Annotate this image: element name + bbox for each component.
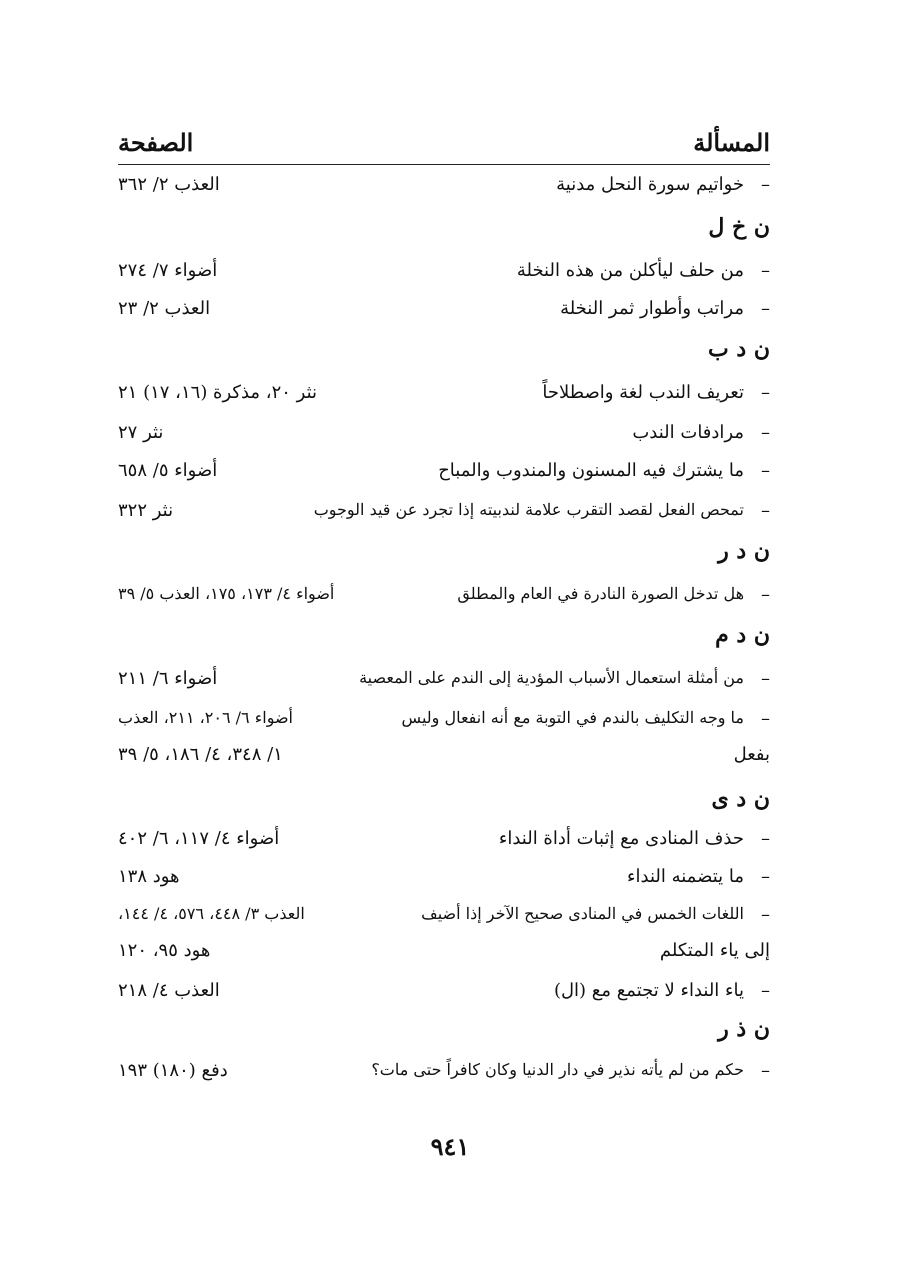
entry-text: اللغات الخمس في المنادى صحيح الآخر إذا أضيف [421, 904, 744, 923]
entry-dash: – [761, 668, 770, 689]
root-heading: ن د ر [718, 538, 770, 564]
entry-reference: العذب ٢/ ٣٦٢ [118, 174, 220, 195]
entry-reference: نثر ٢٠، مذكرة (١٦، ١٧) ٢١ [118, 382, 318, 403]
entry-dash: – [761, 174, 770, 195]
entry-dash: – [761, 584, 770, 605]
page-column-heading: الصفحة [118, 128, 194, 157]
entry-reference: هود ١٣٨ [118, 866, 180, 887]
index-entry [118, 704, 770, 778]
entry-reference: أضواء ٧/ ٢٧٤ [118, 260, 218, 281]
index-entry [118, 580, 770, 614]
entry-text: حذف المنادى مع إثبات أداة النداء [498, 828, 744, 849]
entry-reference: العذب ٢/ ٢٣ [118, 298, 211, 319]
root-heading: ن د ى [711, 786, 770, 812]
entry-reference: دفع (١٨٠) ١٩٣ [118, 1060, 228, 1081]
index-entry [118, 664, 770, 698]
entry-text: تمحص الفعل لقصد التقرب علامة لندبيته إذا تجرد عن قيد الوجوب [313, 500, 744, 519]
index-entry [118, 256, 770, 290]
index-entry [118, 496, 770, 530]
entry-text: من أمثلة استعمال الأسباب المؤدية إلى الندم على المعصية [359, 668, 744, 687]
index-entry [118, 418, 770, 452]
entry-dash: – [761, 866, 770, 887]
entry-text: تعريف الندب لغة واصطلاحاً [542, 382, 744, 403]
entry-reference: نثر ٣٢٢ [118, 500, 174, 521]
entry-dash: – [761, 260, 770, 281]
entry-dash: – [761, 298, 770, 319]
table-header [118, 120, 770, 165]
entry-reference: أضواء ٤/ ١٧٣، ١٧٥، العذب ٥/ ٣٩ [118, 584, 335, 603]
entry-text: خواتيم سورة النحل مدنية [556, 174, 744, 195]
index-entry [118, 976, 770, 1010]
entry-text: مراتب وأطوار ثمر النخلة [560, 298, 744, 319]
entry-dash: – [761, 828, 770, 849]
root-heading: ن د ب [708, 336, 770, 362]
entry-reference: أضواء ٦/ ٢٠٦، ٢١١، العذب [118, 708, 293, 727]
page-number: ٩٤١ [430, 1132, 470, 1161]
index-entry [118, 456, 770, 490]
entry-dash: – [761, 500, 770, 521]
entry-dash: – [761, 708, 770, 729]
entry-text: هل تدخل الصورة النادرة في العام والمطلق [457, 584, 744, 603]
entry-dash: – [761, 980, 770, 1001]
entry-dash: – [761, 1060, 770, 1081]
index-entry [118, 170, 770, 204]
entry-reference: أضواء ٥/ ٦٥٨ [118, 460, 218, 481]
root-heading: ن خ ل [708, 214, 770, 240]
entry-text: ما يشترك فيه المسنون والمندوب والمباح [438, 460, 744, 481]
entry-dash: – [761, 422, 770, 443]
entry-text: من حلف ليأكلن من هذه النخلة [516, 260, 744, 281]
entry-text: ما وجه التكليف بالندم في التوبة مع أنه انفعال وليس [401, 708, 744, 727]
entry-reference-continued: هود ٩٥، ١٢٠ [118, 940, 211, 961]
entry-reference: العذب ٤/ ٢١٨ [118, 980, 220, 1001]
index-entry [118, 1056, 770, 1090]
index-entry [118, 900, 770, 974]
entry-dash: – [761, 460, 770, 481]
entry-text: ياء النداء لا تجتمع مع (ال) [553, 980, 744, 1001]
entry-reference-continued: ١/ ٣٤٨، ٤/ ١٨٦، ٥/ ٣٩ [118, 744, 283, 765]
entry-text: حكم من لم يأته نذير في دار الدنيا وكان كافراً حتى مات؟ [371, 1060, 744, 1079]
index-entry [118, 824, 770, 858]
index-entry [118, 294, 770, 328]
entry-text-continued: بفعل [733, 744, 770, 765]
entry-reference: العذب ٣/ ٤٤٨، ٥٧٦، ٤/ ١٤٤، [118, 904, 305, 923]
entry-reference: نثر ٢٧ [118, 422, 164, 443]
root-heading: ن ذ ر [718, 1016, 770, 1042]
entry-dash: – [761, 382, 770, 403]
index-entry [118, 378, 770, 412]
entry-text: ما يتضمنه النداء [627, 866, 744, 887]
issue-column-heading: المسألة [693, 128, 770, 157]
index-entry [118, 862, 770, 896]
entry-dash: – [761, 904, 770, 925]
root-heading: ن د م [715, 622, 770, 648]
entry-text-continued: إلى ياء المتكلم [659, 940, 770, 961]
entry-reference: أضواء ٤/ ١١٧، ٦/ ٤٠٢ [118, 828, 280, 849]
entry-reference: أضواء ٦/ ٢١١ [118, 668, 218, 689]
entry-text: مرادفات الندب [632, 422, 744, 443]
